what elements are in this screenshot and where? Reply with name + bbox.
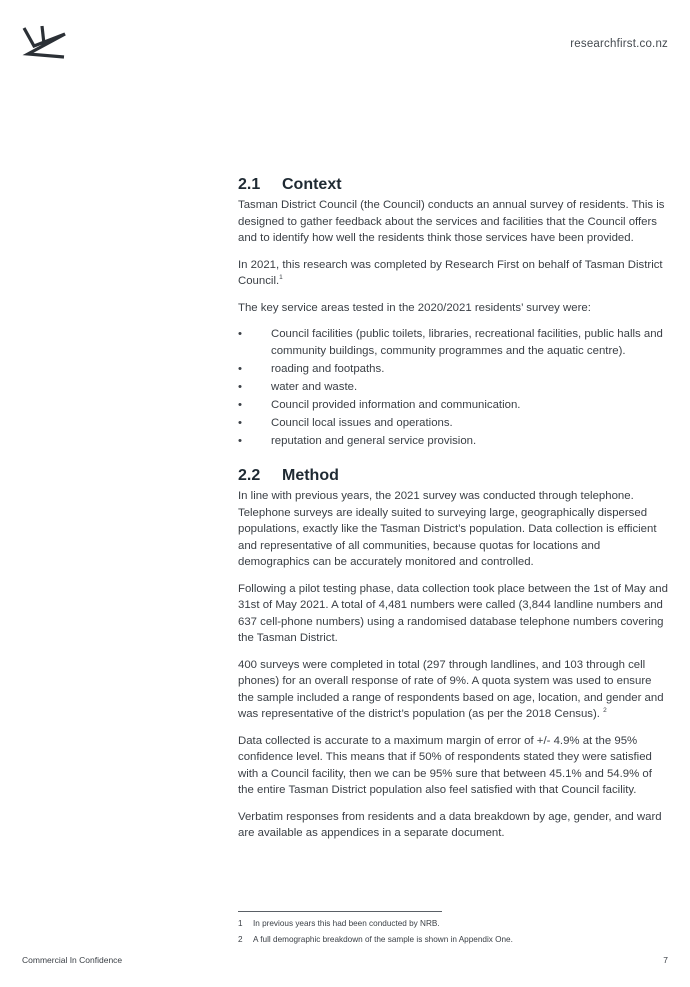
footnote bbox=[238, 934, 678, 946]
list-item bbox=[238, 415, 670, 432]
site-url[interactable]: researchfirst.co.nz bbox=[570, 38, 668, 50]
list-item-text: roading and footpaths. bbox=[271, 362, 385, 375]
method-paragraph-1: In line with previous years, the 2021 survey was conducted through telephone. Telephone surveys are ideally suited to surveying large, geographically dispersed populations, exactly like the Tasman District’s population. Data collection is efficient and representative of all communities, because quotas for locations and demographics can be accurately monitored and controlled. bbox=[238, 490, 657, 568]
list-item bbox=[238, 433, 670, 450]
section-title: Method bbox=[282, 467, 339, 484]
confidentiality-note: Commercial In Confidence bbox=[22, 955, 123, 965]
context-paragraph-2-text: In 2021, this research was completed by Research First on behalf of Tasman District Council. bbox=[238, 258, 663, 287]
section-title: Context bbox=[282, 176, 342, 193]
list-item bbox=[238, 326, 670, 359]
context-paragraph-2 bbox=[238, 257, 670, 290]
bullet-mark: • bbox=[238, 398, 242, 411]
bullet-mark: • bbox=[238, 434, 242, 447]
footnote-number: 2 bbox=[238, 935, 243, 944]
footnote bbox=[238, 918, 678, 930]
section-heading-method bbox=[238, 467, 670, 485]
method-paragraph-2: Following a pilot testing phase, data collection took place between the 1st of May and 31st of May 2021. A total of 4,481 numbers were called (3,844 landline numbers and 637 cell-phone numbers) using a randomised database telephone numbers covering the Tasman District. bbox=[238, 582, 668, 644]
method-paragraph-3 bbox=[238, 657, 670, 723]
bullet-mark: • bbox=[238, 380, 242, 393]
method-paragraph-4: Data collected is accurate to a maximum margin of error of +/- 4.9% at the 95% confidence level. This means that if 50% of respondents stated they were satisfied with a Council facility, then we can be 95% sure that between 45.1% and 54.9% of the entire Tasman District population also feel satisfied with that Council facility. bbox=[238, 734, 652, 796]
section-number: 2.1 bbox=[238, 176, 261, 193]
footnote-ref-2: 2 bbox=[603, 707, 607, 715]
context-paragraph-3: The key service areas tested in the 2020/2021 residents’ survey were: bbox=[238, 301, 591, 314]
method-paragraph-3-text: 400 surveys were completed in total (297 through landlines, and 103 through cell phones) for an overall response of rate of 9%. A quota system was used to ensure the sample included a range of respondents based on age, location, and gender and was representative of the district’s population (as per the 2018 Census). bbox=[238, 658, 664, 720]
footnote-text: A full demographic breakdown of the sample is shown in Appendix One. bbox=[253, 935, 513, 944]
footnote-divider bbox=[238, 911, 442, 912]
service-areas-list bbox=[238, 326, 670, 449]
page-number: 7 bbox=[663, 955, 668, 965]
method-paragraph-5: Verbatim responses from residents and a data breakdown by age, gender, and ward are available as appendices in a separate document. bbox=[238, 810, 662, 839]
bullet-mark: • bbox=[238, 416, 242, 429]
star-logo-icon bbox=[20, 24, 68, 60]
list-item bbox=[238, 397, 670, 414]
bullet-mark: • bbox=[238, 328, 242, 340]
section-heading-context bbox=[238, 176, 670, 194]
list-item-text: Council provided information and communication. bbox=[271, 398, 521, 411]
section-number: 2.2 bbox=[238, 467, 261, 484]
footnotes bbox=[238, 918, 678, 950]
list-item bbox=[238, 361, 670, 378]
main-content bbox=[238, 176, 670, 852]
list-item-text: Council local issues and operations. bbox=[271, 416, 453, 429]
footnote-number: 1 bbox=[238, 919, 243, 928]
list-item-text: water and waste. bbox=[271, 380, 358, 393]
list-item-text: reputation and general service provision. bbox=[271, 434, 477, 447]
bullet-mark: • bbox=[238, 362, 242, 375]
list-item-text: Council facilities (public toilets, libraries, recreational facilities, public halls and community buildings, community programmes and the aquatic centre). bbox=[271, 328, 663, 357]
list-item bbox=[238, 379, 670, 396]
context-paragraph-1: Tasman District Council (the Council) conducts an annual survey of residents. This is designed to gather feedback about the services and facilities that the Council offers and to identify how well the residents think those services have been provided. bbox=[238, 199, 665, 244]
footnote-text: In previous years this had been conducted by NRB. bbox=[253, 919, 440, 928]
footnote-ref-1: 1 bbox=[279, 274, 283, 282]
